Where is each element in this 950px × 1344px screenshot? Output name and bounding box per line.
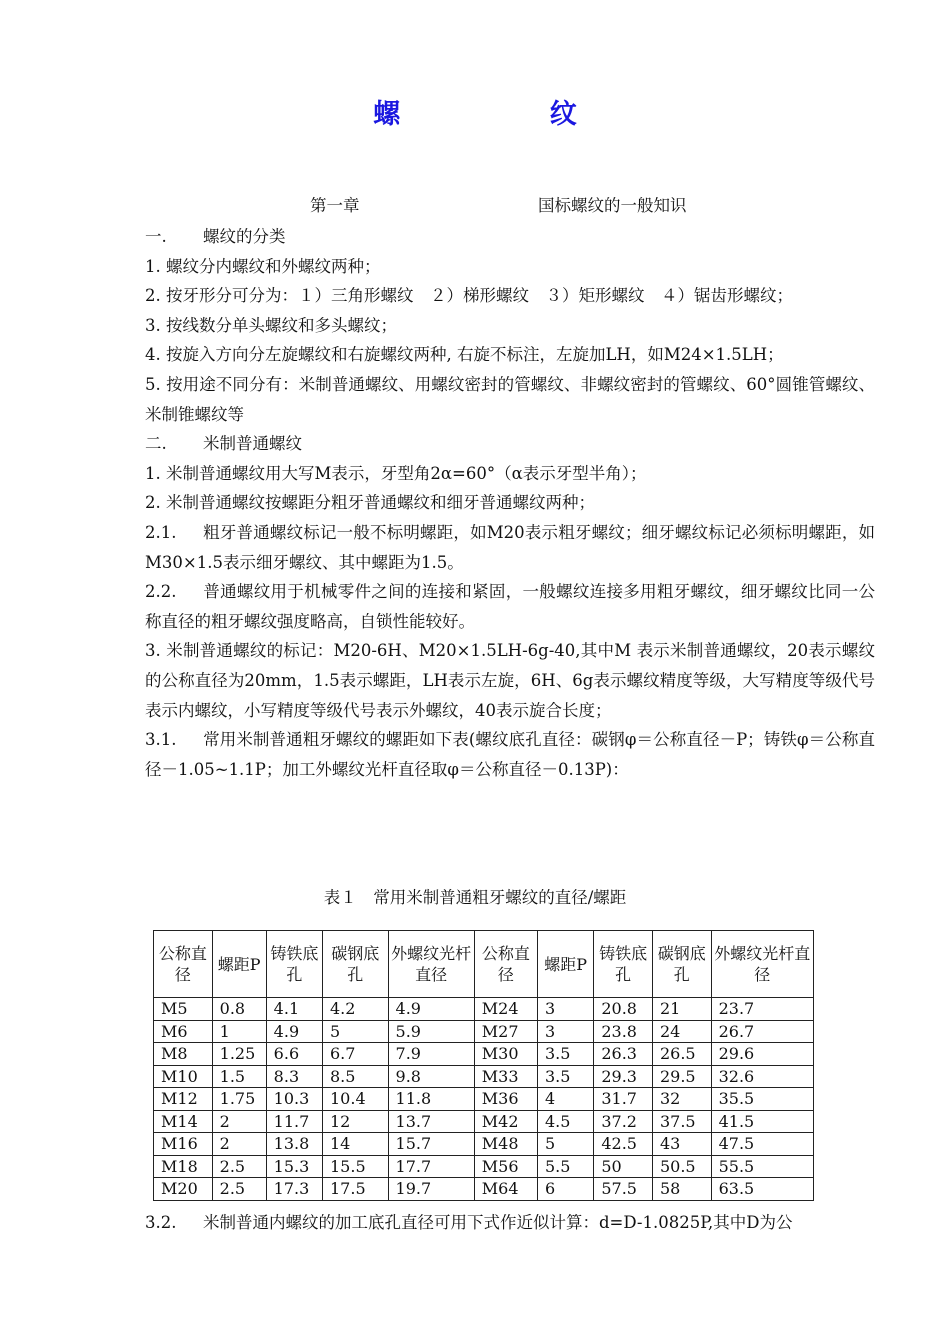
table-cell: 2	[212, 1110, 266, 1133]
table-cell: 43	[652, 1133, 711, 1156]
table-cell: 10.4	[323, 1088, 389, 1111]
table-cell: 17.7	[388, 1155, 474, 1178]
table-row	[154, 1155, 814, 1178]
header-cell: 公称直径	[474, 931, 537, 998]
paragraph: 4. 按旋入方向分左旋螺纹和右旋螺纹两种, 右旋不标注，左旋加LH，如M24×1.5LH；	[145, 345, 784, 365]
table-cell: 37.2	[594, 1110, 653, 1133]
table-cell: 10.3	[266, 1088, 322, 1111]
section-number: 一.	[145, 227, 167, 246]
table-cell: 9.8	[388, 1065, 474, 1088]
table-cell: 23.8	[594, 1020, 653, 1043]
table-cell: 63.5	[711, 1178, 813, 1201]
table-cell: M16	[154, 1133, 213, 1156]
header-cell: 碳钢底孔	[323, 931, 389, 998]
section-number: 二.	[145, 434, 167, 454]
paragraph: 5. 按用途不同分有：米制普通螺纹、用螺纹密封的管螺纹、非螺纹密封的管螺纹、60°圆锥管螺纹、米制锥螺纹等	[145, 374, 875, 424]
table-cell: 29.5	[652, 1065, 711, 1088]
header-cell: 碳钢底孔	[652, 931, 711, 998]
table-cell: 7.9	[388, 1043, 474, 1066]
table-cell: 2.5	[212, 1178, 266, 1201]
paragraph: 1. 米制普通螺纹用大写M表示，牙型角2α=60°（α表示牙型半角）；	[145, 463, 647, 483]
table-cell: 1.75	[212, 1088, 266, 1111]
table-cell: M42	[474, 1110, 537, 1133]
paragraph: 3. 米制普通螺纹的标记：M20-6H、M20×1.5LH-6g-40,其中M 表示米制普通螺纹，20表示螺纹的公称直径为20mm，1.5表示螺距，LH表示左旋，6H、6g表示螺纹精度等级，大写精度等级代号表示内螺纹，小写精度等级代号表示外螺纹，40表示旋合长度；	[145, 641, 875, 720]
table-cell: 11.7	[266, 1110, 322, 1133]
table-row	[154, 1110, 814, 1133]
table-row	[154, 1133, 814, 1156]
table-cell: M6	[154, 1020, 213, 1043]
table-cell: 32	[652, 1088, 711, 1111]
table-cell: 37.5	[652, 1110, 711, 1133]
table-cell: 31.7	[594, 1088, 653, 1111]
table-cell: M48	[474, 1133, 537, 1156]
table-cell: 58	[652, 1178, 711, 1201]
table-cell: 23.7	[711, 998, 813, 1021]
header-cell: 铸铁底孔	[266, 931, 322, 998]
header-cell: 公称直径	[154, 931, 213, 998]
table-cell: M5	[154, 998, 213, 1021]
section-title: 米制普通螺纹	[203, 434, 302, 454]
table-cell: 55.5	[711, 1155, 813, 1178]
table-row	[154, 1020, 814, 1043]
table-cell: 50	[594, 1155, 653, 1178]
paragraph	[145, 577, 875, 636]
table-cell: 42.5	[594, 1133, 653, 1156]
table-cell: 15.7	[388, 1133, 474, 1156]
table-cell: 11.8	[388, 1088, 474, 1111]
table-row	[154, 998, 814, 1021]
table-cell: M56	[474, 1155, 537, 1178]
paragraph-text: 米制普通内螺纹的加工底孔直径可用下式作近似计算：d=D-1.0825P,其中D为公	[203, 1213, 793, 1232]
table-cell: 2	[212, 1133, 266, 1156]
table-cell: 13.8	[266, 1133, 322, 1156]
chapter-heading	[310, 192, 730, 216]
paragraph-number: 2.1.	[145, 522, 177, 542]
table-cell: 8.3	[266, 1065, 322, 1088]
header-cell: 外螺纹光杆直径	[711, 931, 813, 998]
table-cell: 3	[538, 1020, 594, 1043]
table-cell: M36	[474, 1088, 537, 1111]
table-cell: 6.6	[266, 1043, 322, 1066]
table-cell: 5	[538, 1133, 594, 1156]
table-cell: M20	[154, 1178, 213, 1201]
header-cell: 外螺纹光杆直径	[388, 931, 474, 998]
paragraph-number: 2.2.	[145, 582, 177, 602]
section-heading-1	[145, 222, 875, 252]
table-cell: 24	[652, 1020, 711, 1043]
table-cell: 6	[538, 1178, 594, 1201]
table-cell: 32.6	[711, 1065, 813, 1088]
paragraph: 2. 按牙形分可分为：１）三角形螺纹 ２）梯形螺纹 ３）矩形螺纹 ４）锯齿形螺纹；	[145, 286, 793, 306]
table-cell: 20.8	[594, 998, 653, 1021]
table-cell: 47.5	[711, 1133, 813, 1156]
table-cell: M30	[474, 1043, 537, 1066]
table-cell: 29.6	[711, 1043, 813, 1066]
paragraph-number: 3.2.	[145, 1213, 177, 1232]
table-caption: 表１ 常用米制普通粗牙螺纹的直径/螺距	[323, 888, 627, 907]
table-cell: 5.9	[388, 1020, 474, 1043]
table-cell: 3.5	[538, 1043, 594, 1066]
section-title: 螺纹的分类	[203, 227, 286, 246]
table-cell: 6.7	[323, 1043, 389, 1066]
table-cell: M27	[474, 1020, 537, 1043]
table-cell: M18	[154, 1155, 213, 1178]
thread-table	[153, 930, 814, 1201]
page-title: 螺 纹	[373, 99, 647, 130]
table-cell: M12	[154, 1088, 213, 1111]
table-cell: 14	[323, 1133, 389, 1156]
table-cell: 3	[538, 998, 594, 1021]
table-cell: 0.8	[212, 998, 266, 1021]
chapter-number: 第一章	[310, 196, 360, 215]
table-cell: 1.5	[212, 1065, 266, 1088]
paragraph-number: 3.1.	[145, 730, 177, 750]
table-cell: 29.3	[594, 1065, 653, 1088]
table-cell: 4.9	[266, 1020, 322, 1043]
table-cell: 50.5	[652, 1155, 711, 1178]
table-cell: 13.7	[388, 1110, 474, 1133]
table-cell: 26.3	[594, 1043, 653, 1066]
table-cell: 19.7	[388, 1178, 474, 1201]
table-cell: 26.7	[711, 1020, 813, 1043]
paragraph	[145, 1208, 885, 1238]
paragraph: 1. 螺纹分内螺纹和外螺纹两种；	[145, 256, 381, 276]
table-cell: 4.9	[388, 998, 474, 1021]
table-cell: 41.5	[711, 1110, 813, 1133]
table-cell: M24	[474, 998, 537, 1021]
table-cell: 4	[538, 1088, 594, 1111]
table-cell: 2.5	[212, 1155, 266, 1178]
table-cell: M33	[474, 1065, 537, 1088]
table-cell: 5	[323, 1020, 389, 1043]
table-cell: 3.5	[538, 1065, 594, 1088]
body-text	[145, 222, 875, 784]
table-cell: M10	[154, 1065, 213, 1088]
paragraph: 3. 按线数分单头螺纹和多头螺纹；	[145, 315, 397, 335]
table-header-row	[154, 931, 814, 998]
paragraph-text: 普通螺纹用于机械零件之间的连接和紧固，一般螺纹连接多用粗牙螺纹，细牙螺纹比同一公称直径的粗牙螺纹强度略高，自锁性能较好。	[145, 582, 875, 631]
table-cell: M14	[154, 1110, 213, 1133]
paragraph-text: 常用米制普通粗牙螺纹的螺距如下表(螺纹底孔直径：碳钢φ＝公称直径－P；铸铁φ＝公称直径－1.05~1.1P；加工外螺纹光杆直径取φ＝公称直径－0.13P)：	[145, 730, 875, 779]
paragraph-text: 粗牙普通螺纹标记一般不标明螺距，如M20表示粗牙螺纹；细牙螺纹标记必须标明螺距，如M30×1.5表示细牙螺纹、其中螺距为1.5。	[145, 522, 875, 572]
table-row	[154, 1088, 814, 1111]
table-cell: 17.5	[323, 1178, 389, 1201]
table-cell: 26.5	[652, 1043, 711, 1066]
paragraph	[145, 725, 875, 784]
table-cell: M64	[474, 1178, 537, 1201]
paragraph	[145, 518, 875, 577]
header-cell: 螺距P	[538, 931, 594, 998]
table-cell: 4.2	[323, 998, 389, 1021]
header-cell: 螺距P	[212, 931, 266, 998]
table-cell: 1	[212, 1020, 266, 1043]
chapter-name: 国标螺纹的一般知识	[538, 196, 687, 215]
table-row	[154, 1043, 814, 1066]
section-heading-2	[145, 429, 875, 459]
table-cell: 4.1	[266, 998, 322, 1021]
table-cell: 15.3	[266, 1155, 322, 1178]
table-cell: 17.3	[266, 1178, 322, 1201]
table-row	[154, 1065, 814, 1088]
header-cell: 铸铁底孔	[594, 931, 653, 998]
table-cell: 5.5	[538, 1155, 594, 1178]
table-cell: 8.5	[323, 1065, 389, 1088]
table-cell: 1.25	[212, 1043, 266, 1066]
table-cell: 21	[652, 998, 711, 1021]
table-cell: 4.5	[538, 1110, 594, 1133]
paragraph: 2. 米制普通螺纹按螺距分粗牙普通螺纹和细牙普通螺纹两种；	[145, 493, 595, 513]
table-cell: 35.5	[711, 1088, 813, 1111]
table-cell: 57.5	[594, 1178, 653, 1201]
table-row	[154, 1178, 814, 1201]
table-cell: M8	[154, 1043, 213, 1066]
table-cell: 12	[323, 1110, 389, 1133]
table-cell: 15.5	[323, 1155, 389, 1178]
